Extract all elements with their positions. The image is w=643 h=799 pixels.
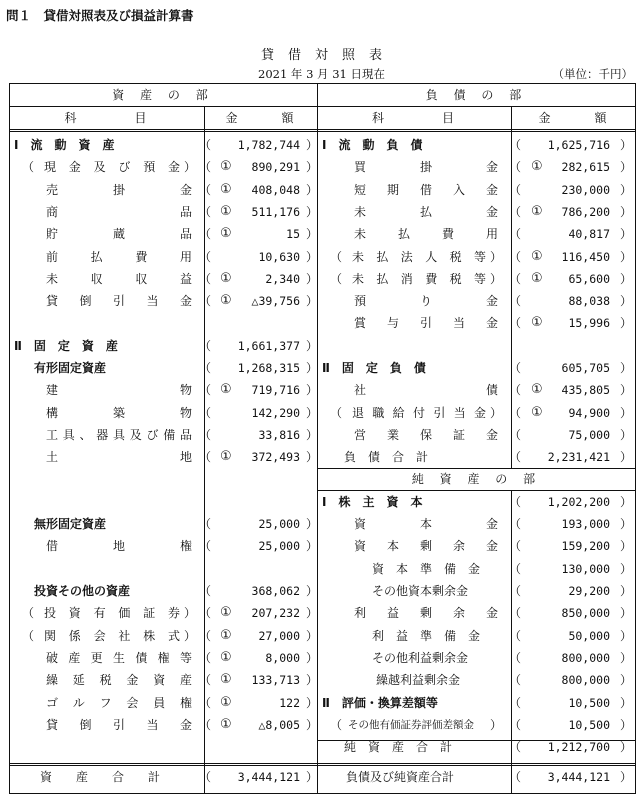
net-assets-section-header: 純 資 産 の 部 [411,472,542,486]
amount-open-paren: （ [199,383,212,398]
amount-close-paren: ） [620,650,633,665]
balance-row [0,268,643,290]
amount-value: 230,000 [561,182,610,197]
section-label: 無形固定資産 [34,517,107,532]
account-label: 未払法人税等 [352,249,486,264]
amount-close-paren: ） [306,717,319,732]
account-label: 営業保証金 [354,427,498,442]
account-label: 退職給付引当金 [352,405,486,420]
totals-row [0,766,643,788]
amount-close-paren: ） [306,606,319,621]
close-paren: ） [490,271,503,286]
assets-account-col-header: 科 目 [64,111,149,125]
amount-close-paren: ） [306,160,319,175]
amount-value: 10,500 [568,695,610,710]
vertical-rule [204,106,205,766]
amount-open-paren: （ [199,361,212,375]
circled-mark: ① [220,226,232,242]
account-label: 社債 [354,383,498,398]
amount-open-paren: （ [509,584,522,598]
amount-close-paren: ） [306,584,319,598]
horizontal-rule [9,129,636,132]
amount-value: 159,200 [561,539,610,554]
total-label: 負 債 合 計 [344,450,429,465]
amount-close-paren: ） [620,539,633,554]
vertical-rule [511,106,512,469]
amount-open-paren: （ [199,160,212,175]
section-label: 投資その他の資産 [34,584,131,598]
open-paren: （ [330,717,343,732]
assets-total-label: 資 産 合 計 [40,770,161,784]
amount-open-paren: （ [199,338,212,353]
account-label: 未払金 [354,204,498,219]
amount-open-paren: （ [199,628,212,643]
circled-mark: ① [220,716,232,732]
amount-close-paren: ） [306,628,319,643]
amount-close-paren: ） [306,294,319,309]
amount-close-paren: ） [620,673,633,688]
balance-row [0,625,643,647]
account-label: 繰延税金資産 [46,673,192,688]
document-title: 貸借対照表 [260,48,396,63]
account-label: 破産更生債権等 [46,650,192,665]
horizontal-rule [9,106,636,107]
vertical-rule [511,490,512,766]
amount-open-paren: （ [509,227,522,242]
amount-open-paren: （ [199,227,212,242]
section-label: Ⅱ 固 定 資 産 [14,338,118,353]
balance-row [0,312,643,334]
account-label: 土地 [46,450,192,465]
amount-close-paren: ） [620,740,633,755]
amount-close-paren: ） [306,770,319,784]
balance-row [0,357,643,379]
amount-value: △8,005 [258,717,300,732]
close-paren: ） [184,628,197,643]
circled-mark: ① [220,181,232,197]
amount-open-paren: （ [509,628,522,643]
amount-close-paren: ） [306,249,319,264]
account-label: 貯蔵品 [46,227,192,242]
amount-value: 1,782,744 [237,138,300,152]
amount-open-paren: （ [509,673,522,688]
account-label: 前払費用 [46,249,192,264]
amount-close-paren: ） [306,182,319,197]
amount-value: 890,291 [251,160,300,175]
amount-open-paren: （ [509,160,522,175]
amount-close-paren: ） [306,427,319,442]
balance-row [0,179,643,201]
amount-value: 8,000 [265,650,300,665]
balance-row [0,246,643,268]
balance-row [0,223,643,245]
amount-open-paren: （ [509,294,522,309]
amount-open-paren: （ [509,316,522,331]
account-label: 関係会社株式 [44,628,180,643]
amount-open-paren: （ [509,204,522,219]
account-label: 短期借入金 [354,182,498,197]
amount-close-paren: ） [620,227,633,242]
amount-close-paren: ） [306,517,319,532]
amount-close-paren: ） [620,494,633,509]
circled-mark: ① [220,293,232,309]
account-label: 投資有価証券 [44,606,180,621]
circled-mark: ① [220,605,232,621]
amount-close-paren: ） [620,717,633,732]
horizontal-rule [317,740,636,741]
account-label: 預り金 [354,294,498,309]
section-label: Ⅰ 株 主 資 本 [322,494,423,509]
amount-value: 10,630 [258,249,300,264]
close-paren: ） [490,249,503,264]
amount-close-paren: ） [306,673,319,688]
amount-close-paren: ） [306,450,319,465]
horizontal-rule [317,490,636,491]
liab-account-col-header: 科 目 [371,111,456,125]
amount-close-paren: ） [620,182,633,197]
account-label: 買掛金 [354,160,498,175]
account-label: その他有価証券評価差額金 [348,718,474,731]
balance-row [0,669,643,691]
amount-open-paren: （ [199,138,212,152]
amount-close-paren: ） [620,695,633,710]
amount-open-paren: （ [509,695,522,710]
amount-open-paren: （ [509,517,522,532]
liab-net-total-label: 負債及び純資産合計 [346,770,455,784]
amount-value: 1,268,315 [237,361,300,375]
amount-value: 25,000 [258,539,300,554]
balance-row [0,580,643,602]
amount-open-paren: （ [509,405,522,420]
amount-open-paren: （ [199,695,212,710]
amount-value: △39,756 [251,294,300,309]
amount-close-paren: ） [620,383,633,398]
circled-mark: ① [220,449,232,465]
amount-open-paren: （ [199,182,212,197]
circled-mark: ① [531,270,543,286]
circled-mark: ① [220,672,232,688]
amount-open-paren: （ [199,249,212,264]
amount-close-paren: ） [306,338,319,353]
circled-mark: ① [531,248,543,264]
amount-value: 25,000 [258,517,300,532]
open-paren: （ [22,628,35,643]
amount-open-paren: （ [509,770,522,784]
amount-value: 94,900 [568,405,610,420]
account-label: 資本剰余金 [354,539,498,554]
section-label: Ⅰ 流 動 資 産 [14,138,115,152]
balance-row [0,156,643,178]
open-paren: （ [22,606,35,621]
amount-open-paren: （ [509,138,522,152]
account-label: 貸倒引当金 [46,294,192,309]
account-label: 未払費用 [354,227,498,242]
amount-open-paren: （ [509,606,522,621]
unit-label: （単位：千円） [552,67,633,81]
vertical-rule [511,763,512,794]
balance-row [0,379,643,401]
amount-value: 33,816 [258,427,300,442]
amount-open-paren: （ [509,561,522,576]
amount-value: 10,500 [568,717,610,732]
amount-open-paren: （ [199,204,212,219]
account-label: 商品 [46,204,192,219]
balance-row [0,201,643,223]
amount-open-paren: （ [199,584,212,598]
amount-value: 372,493 [251,450,300,465]
amount-close-paren: ） [620,316,633,331]
balance-row [0,290,643,312]
amount-open-paren: （ [509,249,522,264]
amount-value: 850,000 [561,606,610,621]
account-label: 未払消費税等 [352,271,486,286]
amount-open-paren: （ [509,271,522,286]
circled-mark: ① [220,203,232,219]
amount-close-paren: ） [620,561,633,576]
amount-value: 511,176 [251,204,300,219]
balance-row [0,714,643,736]
account-label: 建物 [46,383,192,398]
account-label: その他利益剰余金 [372,650,469,665]
amount-open-paren: （ [199,673,212,688]
amount-value: 40,817 [568,227,610,242]
amount-close-paren: ） [620,249,633,264]
amount-value: 122 [279,695,300,710]
liab-amount-col-header: 金 額 [538,111,609,125]
amount-open-paren: （ [199,427,212,442]
amount-value: 2,340 [265,271,300,286]
horizontal-rule [317,468,636,469]
amount-close-paren: ） [620,138,633,152]
account-label: 構築物 [46,405,192,420]
amount-close-paren: ） [620,294,633,309]
circled-mark: ① [531,203,543,219]
circled-mark: ① [220,159,232,175]
account-label: 現金及び預金 [44,160,180,175]
balance-row [0,402,643,424]
amount-close-paren: ） [306,695,319,710]
vertical-rule [317,83,318,794]
assets-total-amount: 3,444,121 [237,770,300,784]
amount-open-paren: （ [509,427,522,442]
circled-mark: ① [531,382,543,398]
amount-close-paren: ） [306,405,319,420]
amount-value: 27,000 [258,628,300,643]
amount-open-paren: （ [199,539,212,554]
account-label: 未収収益 [46,271,192,286]
close-paren: ） [184,606,197,621]
circled-mark: ① [220,694,232,710]
amount-close-paren: ） [306,271,319,286]
amount-value: 719,716 [251,383,300,398]
question-title: 問１ 貸借対照表及び損益計算書 [6,8,194,23]
liabilities-section-header: 負 債 の 部 [425,88,528,102]
balance-row [0,491,643,513]
total-label: 純 資 産 合 計 [344,740,453,755]
amount-open-paren: （ [199,271,212,286]
amount-open-paren: （ [199,650,212,665]
account-label: ゴ ル フ 会 員 権 [46,695,192,710]
amount-value: 1,202,200 [547,494,610,509]
amount-close-paren: ） [620,517,633,532]
circled-mark: ① [220,382,232,398]
amount-open-paren: （ [509,717,522,732]
amount-open-paren: （ [199,717,212,732]
balance-row [0,424,643,446]
amount-value: 65,600 [568,271,610,286]
amount-value: 282,615 [561,160,610,175]
amount-value: 29,200 [568,584,610,598]
amount-close-paren: ） [620,770,633,784]
amount-value: 800,000 [561,673,610,688]
account-label: 利益剰余金 [354,606,498,621]
amount-close-paren: ） [306,361,319,375]
amount-value: 133,713 [251,673,300,688]
amount-value: 800,000 [561,650,610,665]
amount-open-paren: （ [199,606,212,621]
amount-open-paren: （ [199,450,212,465]
balance-row [0,602,643,624]
balance-row [0,335,643,357]
amount-value: 15 [286,227,300,242]
amount-value: 408,048 [251,182,300,197]
account-label: 資 本 準 備 金 [372,561,481,576]
amount-close-paren: ） [306,204,319,219]
account-label: 工具、器具及び備品 [46,427,192,442]
close-paren: ） [490,717,503,732]
amount-value: 142,290 [251,405,300,420]
amount-value: 1,625,716 [547,138,610,152]
amount-close-paren: ） [620,450,633,465]
amount-value: 130,000 [561,561,610,576]
amount-value: 88,038 [568,294,610,309]
amount-open-paren: （ [509,383,522,398]
amount-open-paren: （ [199,294,212,309]
open-paren: （ [330,271,343,286]
amount-close-paren: ） [620,427,633,442]
balance-row [0,692,643,714]
amount-open-paren: （ [199,770,212,784]
section-label: Ⅰ 流 動 負 債 [322,138,423,152]
horizontal-rule [9,763,636,766]
balance-row [0,134,643,156]
amount-close-paren: ） [306,138,319,152]
amount-value: 1,212,700 [547,740,610,755]
open-paren: （ [330,405,343,420]
amount-open-paren: （ [509,182,522,197]
circled-mark: ① [531,159,543,175]
amount-close-paren: ） [306,539,319,554]
amount-close-paren: ） [620,606,633,621]
amount-value: 1,661,377 [237,338,300,353]
amount-value: 605,705 [561,361,610,375]
section-label: 有形固定資産 [34,361,107,375]
assets-section-header: 資 産 の 部 [112,88,214,102]
open-paren: （ [22,160,35,175]
amount-value: 368,062 [251,584,300,598]
amount-close-paren: ） [620,271,633,286]
account-label: 利 益 準 備 金 [372,628,481,643]
amount-value: 193,000 [561,517,610,532]
amount-value: 15,996 [568,316,610,331]
circled-mark: ① [531,315,543,331]
close-paren: ） [490,405,503,420]
section-label: Ⅱ 固 定 負 債 [322,361,426,375]
amount-open-paren: （ [199,517,212,532]
amount-open-paren: （ [509,740,522,755]
document-date: 2021 年 3 月 31 日現在 [258,67,385,81]
balance-row [0,647,643,669]
amount-open-paren: （ [509,650,522,665]
amount-close-paren: ） [620,160,633,175]
section-label: Ⅱ 評価・換算差額等 [322,695,438,710]
account-label: 売掛金 [46,182,192,197]
account-label: 貸倒引当金 [46,717,192,732]
amount-open-paren: （ [509,361,522,375]
circled-mark: ① [220,649,232,665]
liab-net-total-amount: 3,444,121 [547,770,610,784]
amount-close-paren: ） [306,227,319,242]
circled-mark: ① [220,270,232,286]
amount-close-paren: ） [306,650,319,665]
amount-close-paren: ） [620,204,633,219]
amount-value: 50,000 [568,628,610,643]
circled-mark: ① [220,627,232,643]
account-label: 借地権 [46,539,192,554]
balance-row [0,558,643,580]
account-label: 資本金 [354,517,498,532]
amount-close-paren: ） [620,584,633,598]
amount-open-paren: （ [509,494,522,509]
balance-row [0,446,643,468]
vertical-rule [204,763,205,794]
amount-close-paren: ） [620,361,633,375]
amount-open-paren: （ [509,450,522,465]
amount-value: 2,231,421 [547,450,610,465]
assets-amount-col-header: 金 額 [225,111,296,125]
balance-row [0,535,643,557]
amount-open-paren: （ [199,405,212,420]
amount-open-paren: （ [509,539,522,554]
account-label: 繰越利益剰余金 [376,673,461,688]
close-paren: ） [184,160,197,175]
amount-close-paren: ） [306,383,319,398]
amount-close-paren: ） [620,405,633,420]
account-label: その他資本剰余金 [372,584,469,598]
account-label: 賞与引当金 [354,316,498,331]
amount-close-paren: ） [620,628,633,643]
amount-value: 116,450 [561,249,610,264]
amount-value: 435,805 [561,383,610,398]
amount-value: 75,000 [568,427,610,442]
balance-row [0,513,643,535]
open-paren: （ [330,249,343,264]
amount-value: 207,232 [251,606,300,621]
circled-mark: ① [531,404,543,420]
amount-value: 786,200 [561,204,610,219]
